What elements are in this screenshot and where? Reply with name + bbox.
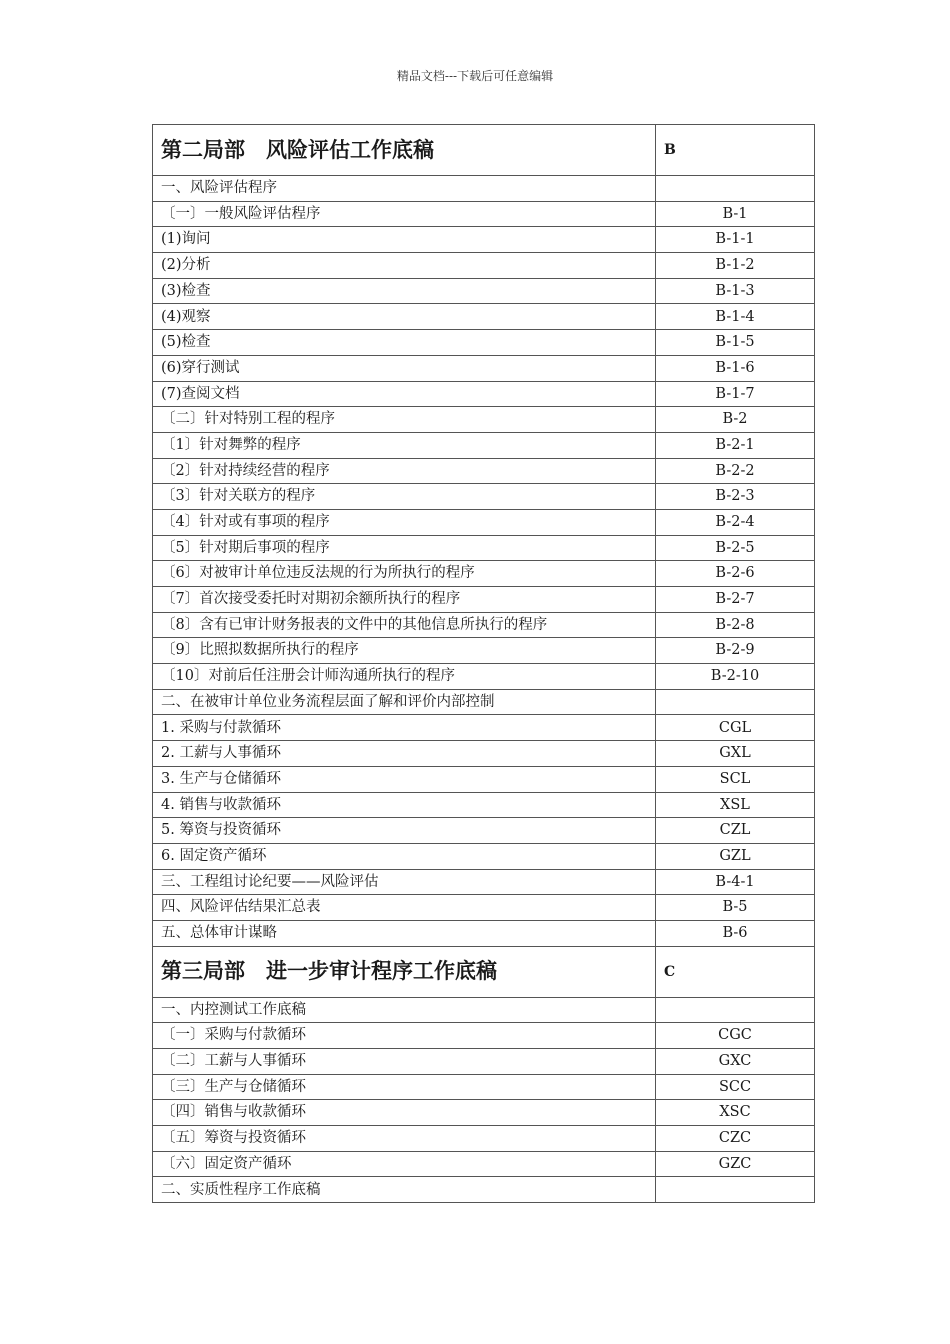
item-code: B-2-4: [656, 509, 815, 535]
table-row: [153, 1074, 815, 1100]
item-title: 〔9〕比照拟数据所执行的程序: [153, 638, 656, 664]
table-row: [153, 843, 815, 869]
item-title: 一、内控测试工作底稿: [153, 997, 656, 1023]
item-title: (4)观察: [153, 304, 656, 330]
table-row: [153, 561, 815, 587]
item-title: 〔五〕筹资与投资循环: [153, 1126, 656, 1152]
table-row: [153, 176, 815, 202]
item-title: 〔二〕工薪与人事循环: [153, 1049, 656, 1075]
table-row: [153, 1177, 815, 1203]
section-header-row: [153, 946, 815, 997]
item-code: B-2-10: [656, 664, 815, 690]
table-row: [153, 895, 815, 921]
item-title: 4. 销售与收款循环: [153, 792, 656, 818]
item-code: B-1-2: [656, 253, 815, 279]
table-row: [153, 278, 815, 304]
working-papers-index-table: [152, 124, 815, 1203]
section-code: C: [656, 946, 815, 997]
item-code: B-4-1: [656, 869, 815, 895]
item-code: SCL: [656, 766, 815, 792]
table-row: [153, 1049, 815, 1075]
item-title: 二、实质性程序工作底稿: [153, 1177, 656, 1203]
table-row: [153, 1151, 815, 1177]
item-title: 3. 生产与仓储循环: [153, 766, 656, 792]
item-code: GXC: [656, 1049, 815, 1075]
item-code: B-1-5: [656, 330, 815, 356]
item-title: (1)询问: [153, 227, 656, 253]
item-code: B-2-6: [656, 561, 815, 587]
page-header-note: 精品文档---下载后可任意编辑: [396, 69, 554, 83]
item-code: B-1-7: [656, 381, 815, 407]
table-row: [153, 458, 815, 484]
item-code: B-2-2: [656, 458, 815, 484]
item-title: 5. 筹资与投资循环: [153, 818, 656, 844]
table-row: [153, 381, 815, 407]
section-title: 第二局部 风险评估工作底稿: [153, 125, 656, 176]
section-title: 第三局部 进一步审计程序工作底稿: [153, 946, 656, 997]
item-code: B-1: [656, 201, 815, 227]
item-title: 〔三〕生产与仓储循环: [153, 1074, 656, 1100]
item-code: B-2-3: [656, 484, 815, 510]
table-row: [153, 766, 815, 792]
item-title: (5)检查: [153, 330, 656, 356]
item-title: 〔7〕首次接受委托时对期初余额所执行的程序: [153, 587, 656, 613]
item-title: 〔二〕针对特别工程的程序: [153, 407, 656, 433]
table-row: [153, 330, 815, 356]
table-row: [153, 1126, 815, 1152]
table-row: [153, 869, 815, 895]
item-code: SCC: [656, 1074, 815, 1100]
item-code: B-2-8: [656, 612, 815, 638]
table-row: [153, 587, 815, 613]
item-code: CZC: [656, 1126, 815, 1152]
item-title: 二、在被审计单位业务流程层面了解和评价内部控制: [153, 689, 656, 715]
table-row: [153, 1100, 815, 1126]
item-title: 〔2〕针对持续经营的程序: [153, 458, 656, 484]
table-body: [153, 125, 815, 1203]
table-row: [153, 432, 815, 458]
item-code: [656, 689, 815, 715]
item-code: XSL: [656, 792, 815, 818]
table-row: [153, 920, 815, 946]
item-code: CGC: [656, 1023, 815, 1049]
item-code: GZC: [656, 1151, 815, 1177]
item-title: 〔四〕销售与收款循环: [153, 1100, 656, 1126]
item-title: 〔一〕一般风险评估程序: [153, 201, 656, 227]
item-code: B-2-9: [656, 638, 815, 664]
item-title: 一、风险评估程序: [153, 176, 656, 202]
item-code: CGL: [656, 715, 815, 741]
table-row: [153, 535, 815, 561]
item-code: B-2-7: [656, 587, 815, 613]
table-row: [153, 612, 815, 638]
table-row: [153, 638, 815, 664]
item-title: 四、风险评估结果汇总表: [153, 895, 656, 921]
item-title: 2. 工薪与人事循环: [153, 741, 656, 767]
table-row: [153, 253, 815, 279]
item-title: (2)分析: [153, 253, 656, 279]
item-code: [656, 1177, 815, 1203]
item-title: 〔6〕对被审计单位违反法规的行为所执行的程序: [153, 561, 656, 587]
table-row: [153, 407, 815, 433]
item-code: B-6: [656, 920, 815, 946]
item-title: 〔4〕针对或有事项的程序: [153, 509, 656, 535]
item-code: XSC: [656, 1100, 815, 1126]
table-row: [153, 997, 815, 1023]
section-header-row: [153, 125, 815, 176]
item-code: B-1-1: [656, 227, 815, 253]
item-code: B-2-1: [656, 432, 815, 458]
item-code: GZL: [656, 843, 815, 869]
table-row: [153, 304, 815, 330]
table-row: [153, 792, 815, 818]
item-code: CZL: [656, 818, 815, 844]
item-title: 〔5〕针对期后事项的程序: [153, 535, 656, 561]
item-code: B-2: [656, 407, 815, 433]
item-code: B-1-4: [656, 304, 815, 330]
table-row: [153, 715, 815, 741]
item-title: 〔六〕固定资产循环: [153, 1151, 656, 1177]
item-code: B-5: [656, 895, 815, 921]
item-title: 〔一〕采购与付款循环: [153, 1023, 656, 1049]
table-row: [153, 355, 815, 381]
table-row: [153, 227, 815, 253]
table-row: [153, 509, 815, 535]
table-row: [153, 741, 815, 767]
item-title: 〔3〕针对关联方的程序: [153, 484, 656, 510]
item-title: (6)穿行测试: [153, 355, 656, 381]
item-code: B-1-6: [656, 355, 815, 381]
item-title: 6. 固定资产循环: [153, 843, 656, 869]
table-row: [153, 818, 815, 844]
item-title: 〔8〕含有已审计财务报表的文件中的其他信息所执行的程序: [153, 612, 656, 638]
item-title: 三、工程组讨论纪要——风险评估: [153, 869, 656, 895]
item-title: 1. 采购与付款循环: [153, 715, 656, 741]
item-title: 〔10〕对前后任注册会计师沟通所执行的程序: [153, 664, 656, 690]
table-row: [153, 201, 815, 227]
item-code: [656, 997, 815, 1023]
item-title: (7)查阅文档: [153, 381, 656, 407]
table-row: [153, 689, 815, 715]
item-title: (3)检查: [153, 278, 656, 304]
item-code: B-1-3: [656, 278, 815, 304]
table-row: [153, 1023, 815, 1049]
item-title: 五、总体审计谋略: [153, 920, 656, 946]
item-code: GXL: [656, 741, 815, 767]
item-code: [656, 176, 815, 202]
table-row: [153, 484, 815, 510]
section-code: B: [656, 125, 815, 176]
item-title: 〔1〕针对舞弊的程序: [153, 432, 656, 458]
table-row: [153, 664, 815, 690]
item-code: B-2-5: [656, 535, 815, 561]
